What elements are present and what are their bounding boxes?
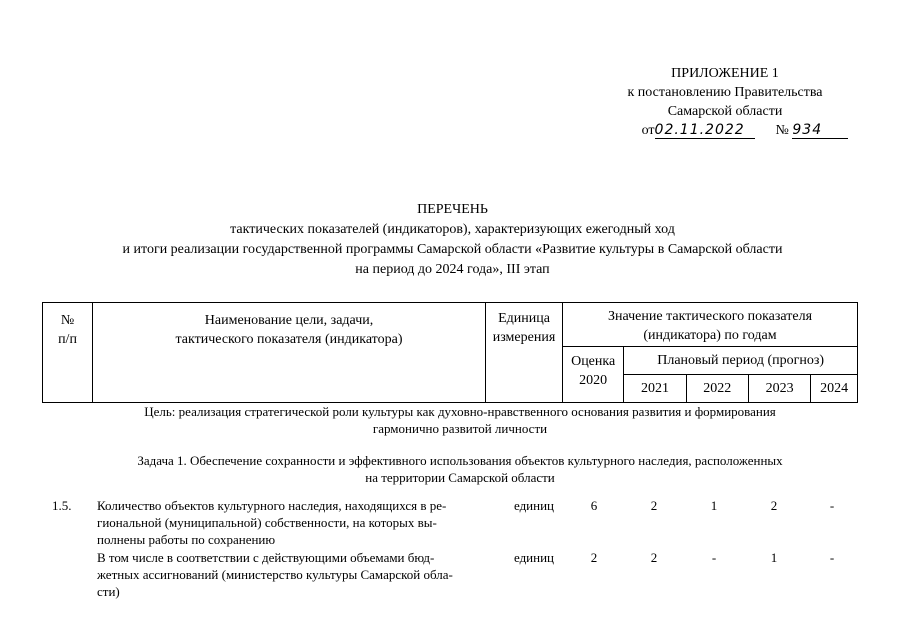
header-year-2021: 2021 (624, 375, 686, 403)
value-2022: 1 (710, 498, 718, 513)
title-line2: и итоги реализации государственной программы Самарской области «Развитие культуры в Самарской области (122, 242, 783, 257)
goal-text: Цель: реализация стратегической роли культуры как духовно-нравственного основания развития и формирования гармонично развитой личности (144, 404, 776, 436)
value-2024: - (829, 498, 835, 513)
header-estimate-cell: Оценка 2020 (563, 347, 624, 403)
value-2024: - (829, 550, 835, 565)
task-text: Задача 1. Обеспечение сохранности и эффективного использования объектов культурного наследия, расположенных на территории Самарской области (137, 453, 783, 485)
value-2020: 6 (590, 498, 598, 513)
header-name-cell: Наименование цели, задачи, тактического показателя (индикатора) (93, 303, 486, 403)
number-label: № (775, 123, 789, 138)
row-unit: единиц (513, 498, 555, 513)
value-2021: 2 (650, 498, 658, 513)
table-row (42, 497, 862, 549)
title-line3: на период до 2024 года», III этап (355, 262, 550, 277)
row-number: 1.5. (52, 498, 72, 513)
value-2023: 1 (770, 550, 778, 565)
header-year-2023: 2023 (748, 375, 810, 403)
indicators-table-header (42, 302, 858, 403)
header-value-cell: Значение тактического показателя (индикатора) по годам (563, 303, 858, 347)
row-name: В том числе в соответствии с действующими объемами бюд- жетных ассигнований (министерство культуры Самарской обла- сти) (97, 550, 453, 599)
handwritten-date: 02.11.2022 (654, 122, 745, 138)
value-2023: 2 (770, 498, 778, 513)
header-unit-cell: Единица измерения (486, 303, 563, 403)
header-num-cell: № п/п (43, 303, 93, 403)
row-name: Количество объектов культурного наследия, находящихся в ре- гиональной (муниципальной) собственности, на которых вы- полнены работы по сохранению (97, 498, 447, 547)
table-row (42, 549, 862, 601)
value-2022: - (711, 550, 717, 565)
title-heading: ПЕРЕЧЕНЬ (417, 202, 488, 217)
row-unit: единиц (513, 550, 555, 565)
header-year-2022: 2022 (686, 375, 748, 403)
appendix-line1: к постановлению Правительства (627, 85, 823, 100)
document-title (0, 200, 905, 280)
header-plan-cell: Плановый период (прогноз) (624, 347, 858, 375)
title-line1: тактических показателей (индикаторов), характеризующих ежегодный ход (230, 222, 675, 237)
appendix-title: ПРИЛОЖЕНИЕ 1 (671, 66, 779, 81)
value-2021: 2 (650, 550, 658, 565)
handwritten-number: 934 (792, 122, 823, 138)
appendix-block (560, 64, 890, 140)
appendix-line2: Самарской области (667, 104, 783, 119)
header-year-2024: 2024 (811, 375, 858, 403)
value-2020: 2 (590, 550, 598, 565)
appendix-date-line (560, 121, 890, 140)
from-label: от (641, 123, 655, 138)
